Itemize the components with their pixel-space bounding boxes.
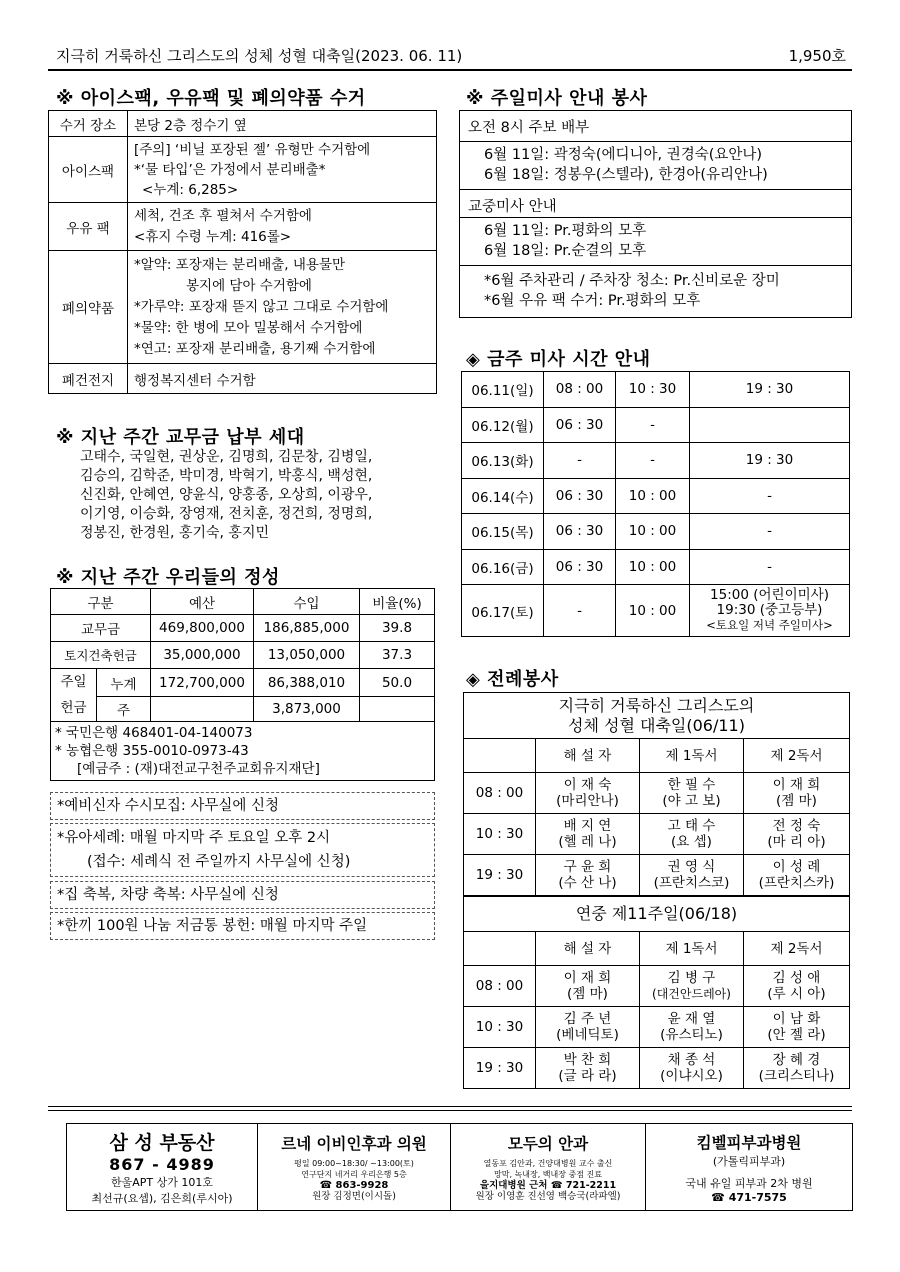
col-header: 비율(%) (360, 589, 435, 615)
minister-name: 고 태 수 (667, 818, 716, 834)
mass-time (690, 407, 850, 443)
footer-divider (48, 1110, 852, 1111)
minister-baptismal: (수 산 나) (558, 874, 617, 891)
liturgy-table (463, 692, 850, 1089)
row-label: 수거 장소 (49, 111, 128, 137)
col-header: 제 2독서 (744, 932, 850, 966)
row-line: 세척, 건조 후 펼쳐서 수거함에 (134, 207, 312, 224)
account-holder: [예금주 : (재)대전교구천주교회유지재단] (77, 761, 320, 777)
notice-box (50, 792, 435, 820)
bulletin-line: 6월 11일: 곽정숙(에디니아, 권경숙(요안나) (484, 147, 763, 163)
ad-line: 연구단지 네거리 우리은행 5층 (301, 1170, 407, 1179)
cell: 누계 (97, 669, 151, 697)
service-time: 08 : 00 (464, 966, 536, 1007)
issue-number: 1,950호 (788, 47, 846, 65)
minister-baptismal: (대건안드레아) (652, 987, 731, 1001)
minister-name: 구 윤 희 (563, 858, 612, 875)
mass-time: 10 : 30 (616, 372, 690, 408)
minister-name: 배 지 연 (563, 818, 612, 834)
ad-phone: ☎ 863-9928 (319, 1180, 389, 1191)
guide-line: 6월 11일: Pr.평화의 모후 (484, 223, 647, 239)
ad-name: 삼 성 부동산 (109, 1132, 215, 1154)
ad-line: 최선규(요셉), 김은희(루시아) (91, 1192, 233, 1205)
minister-name: 권 영 식 (667, 858, 716, 875)
ad-name: 킴벨피부과병원 (696, 1133, 802, 1152)
donor-line: 이기영, 이승화, 장영재, 전치훈, 정건희, 정명희, (80, 506, 373, 522)
row-line: <누계: 6,285> (142, 181, 239, 198)
minister-name: 장 혜 경 (772, 1052, 821, 1068)
mass-time: - (690, 549, 850, 585)
service-time: 19 : 30 (464, 855, 536, 896)
mass-time: 15:00 (어린이미사) (710, 587, 829, 603)
minister-baptismal: (크리스티나) (758, 1068, 835, 1084)
ad-dermatology (646, 1124, 852, 1210)
row-line: *‘물 타입’은 가정에서 분리배출* (134, 161, 326, 178)
mass-date: 06.13(화) (462, 443, 544, 479)
ad-name: 모두의 안과 (507, 1135, 589, 1153)
mass-date: 06.14(수) (462, 478, 544, 514)
ad-realestate (67, 1124, 258, 1210)
minister-name: 김 주 년 (563, 1011, 612, 1027)
minister-name: 전 정 숙 (772, 818, 821, 834)
row-label: 폐의약품 (49, 251, 128, 364)
mass-times-table (461, 371, 850, 637)
cell: 헌금 (60, 700, 87, 716)
notice-box (50, 823, 435, 877)
guide-line: 6월 18일: Pr.순결의 모후 (484, 243, 647, 259)
cell: 37.3 (360, 642, 435, 669)
bulletin-title: 지극히 거룩하신 그리스도의 성체 성혈 대축일(2023. 06. 11) (56, 47, 463, 65)
sunday-service-title: ※ 주일미사 안내 봉사 (466, 88, 648, 109)
mass-time: 06 : 30 (544, 407, 616, 443)
mass-time: 19:30 (중고등부) (716, 602, 823, 618)
col-header: 예산 (151, 589, 254, 615)
mass-time: - (616, 443, 690, 479)
donor-line: 고태수, 국일현, 권상운, 김명희, 김문창, 김병일, (80, 449, 373, 465)
mass-time: 06 : 30 (544, 478, 616, 514)
mass-time: 10 : 00 (616, 585, 690, 637)
minister-baptismal: (베네딕토) (556, 1027, 619, 1043)
cell: 교무금 (51, 615, 151, 642)
sunday-service-box (459, 110, 852, 318)
row-line: <휴지 수령 누계: 416롤> (134, 228, 292, 245)
notice-text: (접수: 세례식 전 주일까지 사무실에 신청) (87, 854, 351, 870)
mass-date: 06.12(월) (462, 407, 544, 443)
minister-baptismal: (마 리 아) (767, 834, 826, 850)
mass-date: 06.15(목) (462, 514, 544, 550)
mass-time: 19 : 30 (690, 443, 850, 479)
mass-time: 19 : 30 (690, 372, 850, 408)
mass-time: 08 : 00 (544, 372, 616, 408)
minister-baptismal: (이냐시오) (660, 1068, 723, 1084)
minister-baptismal: (프란치스카) (758, 874, 835, 891)
mass-date: 06.16(금) (462, 549, 544, 585)
ad-line: 원장 이영훈 진선영 백승국(라파엘) (475, 1191, 621, 1202)
col-header: 해 설 자 (536, 739, 640, 773)
minister-name: 김 병 구 (667, 970, 716, 986)
minister-baptismal: (프란치스코) (653, 874, 730, 891)
ad-line: (가톨릭피부과) (712, 1154, 786, 1168)
cell: 86,388,010 (254, 669, 360, 697)
minister-baptismal: (헬 레 나) (558, 834, 617, 850)
ad-line: 한울APT 상가 101호 (111, 1176, 213, 1189)
notice-box (50, 912, 435, 940)
row-label: 아이스팩 (49, 137, 128, 203)
cell: 토지건축헌금 (51, 642, 151, 669)
cell: 주일 (60, 674, 87, 690)
minister-name: 채 종 석 (667, 1052, 716, 1068)
ad-line: 을지대병원 근처 ☎ 721-2211 (479, 1180, 617, 1191)
row-label: 우유 팩 (49, 203, 128, 251)
donors-title: ※ 지난 주간 교무금 납부 세대 (56, 427, 305, 448)
bank-account: * 농협은행 355-0010-0973-43 (55, 743, 249, 759)
mass-times-title: ◈ 금주 미사 시간 안내 (466, 349, 651, 370)
minister-baptismal: (안 젤 라) (767, 1027, 826, 1043)
mass-date: 06.11(일) (462, 372, 544, 408)
offering-title: ※ 지난 주간 우리들의 정성 (56, 567, 280, 588)
donor-line: 신진화, 안혜연, 양윤식, 양홍종, 오상희, 이광우, (80, 487, 373, 503)
donor-line: 김승의, 김학준, 박미경, 박혁기, 박홍식, 백성현, (80, 468, 373, 484)
mass-time: 10 : 00 (616, 514, 690, 550)
minister-name: 이 재 숙 (563, 777, 612, 793)
ad-phone: ☎ 471-7575 (711, 1190, 787, 1204)
cell: 3,873,000 (254, 697, 360, 722)
mass-time-note: <토요일 저녁 주일미사> (706, 618, 833, 632)
mass-time: - (690, 514, 850, 550)
minister-baptismal: (유스티노) (660, 1027, 723, 1043)
ad-line: 열동포 김안과, 건양대병원 교수 출신 (483, 1159, 613, 1168)
row-line: *알약: 포장재는 분리배출, 내용물만 (134, 256, 346, 273)
minister-name: 김 성 애 (772, 970, 821, 986)
collection-table (48, 110, 437, 394)
mass-time: 06 : 30 (544, 549, 616, 585)
cell: 13,050,000 (254, 642, 360, 669)
ad-line: 국내 유일 피부과 2차 병원 (685, 1176, 813, 1190)
minister-baptismal: (야 고 보) (662, 793, 721, 809)
ad-line: 원장 김정면(이시돌) (312, 1191, 396, 1202)
mass-time: 10 : 00 (616, 478, 690, 514)
minister-name: 윤 재 열 (667, 1011, 716, 1027)
mass-time: - (544, 443, 616, 479)
donor-list (80, 448, 372, 543)
ad-line: 평일 09:00~18:30/ ~13:00(토) (294, 1159, 414, 1168)
col-header: 제 1독서 (640, 932, 744, 966)
cell: 469,800,000 (151, 615, 254, 642)
header-divider (48, 69, 852, 71)
liturgy-block-title: 성체 성혈 대축일(06/11) (568, 715, 745, 735)
row-content: 본당 2층 정수기 옆 (128, 111, 437, 137)
guide-title: 교중미사 안내 (468, 199, 557, 215)
minister-baptismal: (젬 마) (567, 986, 608, 1002)
minister-name: 이 재 희 (563, 970, 612, 986)
liturgy-block-title: 지극히 거룩하신 그리스도의 (558, 695, 755, 715)
mass-date: 06.17(토) (462, 585, 544, 637)
footer-divider (48, 1106, 852, 1107)
minister-name: 이 남 화 (772, 1011, 821, 1027)
ad-eye-clinic (451, 1124, 646, 1210)
notice-text: *한끼 100원 나눔 저금통 봉헌: 매월 마지막 주일 (57, 918, 368, 934)
ad-phone: 867 - 4989 (109, 1155, 215, 1174)
bulletin-line: 6월 18일: 정봉우(스텔라), 한경아(유리안나) (484, 167, 768, 183)
col-header: 해 설 자 (536, 932, 640, 966)
mass-time: - (690, 478, 850, 514)
col-header: 제 1독서 (640, 739, 744, 773)
minister-name: 이 성 례 (772, 858, 821, 875)
bank-account: * 국민은행 468401-04-140073 (55, 725, 253, 741)
minister-name: 한 필 수 (667, 777, 716, 793)
service-time: 19 : 30 (464, 1048, 536, 1089)
minister-baptismal: (글 라 라) (558, 1068, 617, 1084)
minister-name: 박 찬 희 (563, 1052, 612, 1068)
row-line: 봉지에 담아 수거함에 (186, 277, 312, 294)
service-time: 10 : 30 (464, 814, 536, 855)
extra-line: *6월 우유 팩 수거: Pr.평화의 모후 (484, 293, 701, 309)
service-time: 08 : 00 (464, 773, 536, 814)
cell: 35,000,000 (151, 642, 254, 669)
minister-baptismal: (젬 마) (776, 793, 817, 809)
minister-baptismal: (루 시 아) (767, 986, 826, 1002)
minister-name: 이 재 희 (772, 777, 821, 793)
row-line: [주의] ‘비닐 포장된 젤’ 유형만 수거함에 (134, 141, 371, 158)
mass-time: 10 : 00 (616, 549, 690, 585)
mass-time: - (616, 407, 690, 443)
col-header: 제 2독서 (744, 739, 850, 773)
ad-line: 망막, 녹내장, 백내장 중점 진료 (494, 1170, 602, 1179)
advertisement-bar (66, 1123, 853, 1211)
notice-box (50, 881, 435, 909)
mass-time: - (544, 585, 616, 637)
ad-ent-clinic (258, 1124, 451, 1210)
col-header: 구분 (51, 589, 151, 615)
service-time: 10 : 30 (464, 1007, 536, 1048)
extra-line: *6월 주차관리 / 주차장 청소: Pr.신비로운 장미 (484, 273, 780, 289)
ad-name: 르네 이비인후과 의원 (281, 1135, 427, 1153)
donor-line: 정봉진, 한경원, 홍기숙, 홍지민 (80, 525, 269, 541)
row-line: *물약: 한 병에 모아 밀봉해서 수거함에 (134, 319, 363, 336)
liturgy-block-title: 연중 제11주일(06/18) (464, 896, 850, 932)
cell: 186,885,000 (254, 615, 360, 642)
bulletin-title: 오전 8시 주보 배부 (468, 120, 590, 136)
mass-time: 06 : 30 (544, 514, 616, 550)
cell: 주 (97, 697, 151, 722)
row-line: *가루약: 포장재 뜯지 않고 그대로 수거함에 (134, 298, 389, 315)
offering-table (50, 588, 435, 781)
cell: 50.0 (360, 669, 435, 697)
row-line: *연고: 포장재 분리배출, 용기째 수거함에 (134, 340, 376, 357)
col-header: 수입 (254, 589, 360, 615)
row-content: 행정복지센터 수거함 (128, 364, 437, 394)
collection-title: ※ 아이스팩, 우유팩 및 폐의약품 수거 (56, 88, 366, 109)
notice-text: *집 축복, 차량 축복: 사무실에 신청 (57, 887, 279, 903)
notice-text: *예비신자 수시모집: 사무실에 신청 (57, 798, 280, 814)
cell: 39.8 (360, 615, 435, 642)
liturgy-title: ◈ 전례봉사 (466, 669, 559, 690)
cell: 172,700,000 (151, 669, 254, 697)
minister-baptismal: (요 셉) (671, 834, 712, 850)
row-label: 폐건전지 (49, 364, 128, 394)
notice-text: *유아세례: 매월 마지막 주 토요일 오후 2시 (57, 830, 331, 846)
minister-baptismal: (마리안나) (556, 793, 619, 809)
